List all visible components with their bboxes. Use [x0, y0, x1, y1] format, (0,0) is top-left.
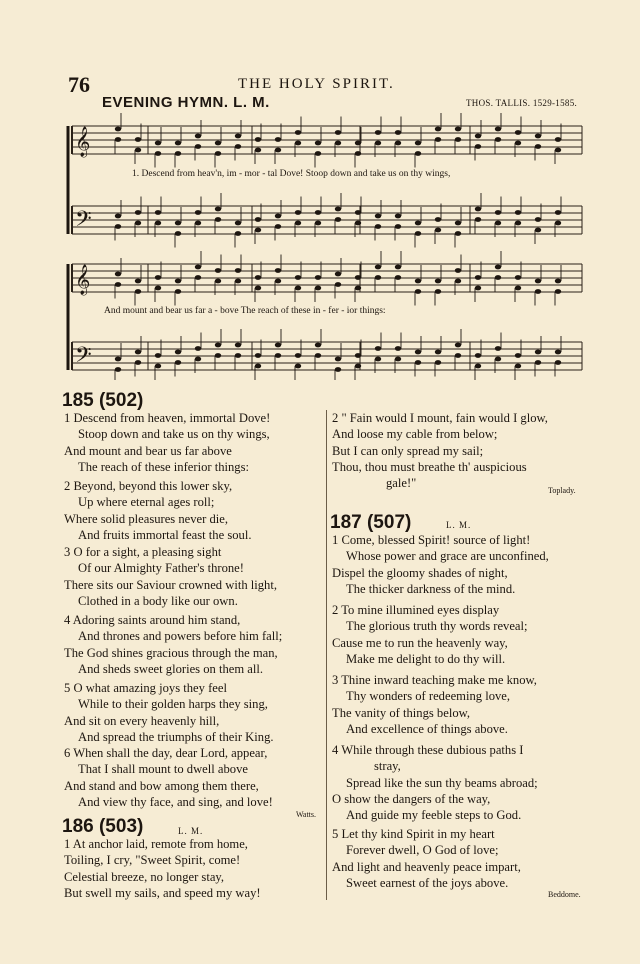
- svg-text:𝄞: 𝄞: [75, 127, 91, 157]
- lyric-line-1: 1. Descend from heav'n, im - mor - tal Dove! Stoop down and take us on thy wings,: [132, 169, 451, 179]
- hymn-number-187: 187 (507): [330, 512, 412, 533]
- composer-credit: THOS. TALLIS. 1529-1585.: [466, 98, 578, 108]
- hymn-number-186: 186 (503): [62, 816, 144, 837]
- page-number: 76: [68, 72, 90, 97]
- hymn-187-stanza-4: 4 While through these dubious paths I stray, Spread like the sun thy beams abroad; O show the dangers of the way, And guide my feeble steps to God.: [332, 743, 538, 823]
- hymn-186-attribution: Toplady.: [548, 486, 576, 495]
- lyric-line-2: And mount and bear us far a - bove The reach of these in - fer - ior things:: [104, 306, 386, 316]
- hymn-187-stanza-1: 1 Come, blessed Spirit! source of light! Whose power and grace are unconfined, Dispel the gloomy shades of night, The thicker darkness of the mind.: [332, 533, 549, 596]
- svg-text:𝄞: 𝄞: [75, 265, 91, 295]
- hymn-187-stanza-2: 2 To mine illumined eyes display The glorious truth thy words reveal; Cause me to run the heavenly way, Make me delight to do thy will.: [332, 603, 528, 666]
- running-head: THE HOLY SPIRIT.: [238, 76, 395, 92]
- hymn-186-meter: L. M.: [178, 826, 204, 836]
- hymn-186-stanza-1: 1 At anchor laid, remote from home, Toiling, I cry, "Sweet Spirit, come! Celestial breeze, no longer stay, But swell my sails, and speed my way!: [64, 837, 261, 900]
- svg-text:𝄢: 𝄢: [75, 343, 92, 373]
- hymn-185-stanza-6: 6 When shall the day, dear Lord, appear, That I shall mount to dwell above And stand and bow among them there, And view thy face, and sing, and love!: [64, 746, 273, 809]
- hymn-187-stanza-5: 5 Let thy kind Spirit in my heart Forever dwell, O God of love; And light and heavenly peace impart, Sweet earnest of the joys above.: [332, 827, 521, 890]
- hymn-187-stanza-3: 3 Thine inward teaching make me know, Thy wonders of redeeming love, The vanity of things below, And excellence of things above.: [332, 673, 537, 736]
- column-divider: [326, 410, 327, 900]
- hymn-186-stanza-2: 2 " Fain would I mount, fain would I glow, And loose my cable from below; But I can only spread my sail; Thou, thou must breathe th' auspicious gale!": [332, 411, 548, 491]
- hymn-185-stanza-4: 4 Adoring saints around him stand, And thrones and powers before him fall; The God shines gracious through the man, And sheds sweet glories on them all.: [64, 613, 283, 676]
- music-score: [0, 0, 640, 380]
- hymn-185-attribution: Watts.: [296, 810, 317, 819]
- hymn-185-stanza-1: 1 Descend from heaven, immortal Dove! Stoop down and take us on thy wings, And mount and bear us far above The reach of these inferior things:: [64, 411, 271, 474]
- hymn-185-stanza-2: 2 Beyond, beyond this lower sky, Up where eternal ages roll; Where solid pleasures never die, And fruits immortal feast the soul.: [64, 479, 252, 542]
- hymn-185-stanza-3: 3 O for a sight, a pleasing sight Of our Almighty Father's throne! There sits our Saviour crowned with light, Clothed in a body like our own.: [64, 545, 278, 608]
- hymn-187-meter: L. M.: [446, 520, 472, 530]
- tune-title: EVENING HYMN. L. M.: [102, 94, 270, 111]
- hymn-number-185: 185 (502): [62, 390, 144, 411]
- hymn-187-attribution: Beddome.: [548, 890, 581, 899]
- svg-text:𝄢: 𝄢: [75, 207, 92, 237]
- hymn-185-stanza-5: 5 O what amazing joys they feel While to their golden harps they sing, And sit on every heavenly hill, And spread the triumphs of their King.: [64, 681, 274, 744]
